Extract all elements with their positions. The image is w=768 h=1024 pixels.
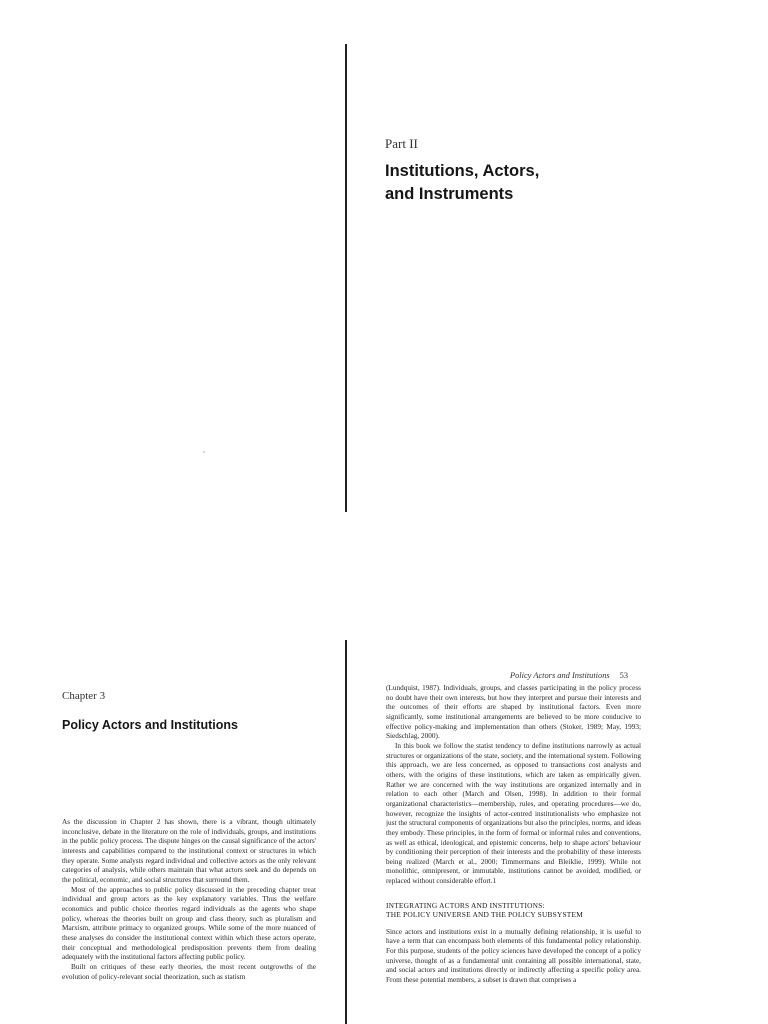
body-paragraph: Since actors and institutions exist in a mutually defining relationship, it is useful to have a term that can encompass both elements of this fundamental policy relationship. For this purpose, students of the policy sciences have developed the concept of a policy universe, thought of as a fundamental unit containing all possible international, state, and social actors and institutions directly or indirectly affecting a specific policy area. From these potential members, a subset is drawn that comprises a <box>386 927 641 985</box>
chapter-title: Policy Actors and Institutions <box>62 718 238 732</box>
left-page-body <box>62 818 316 1024</box>
chapter-label: Chapter 3 <box>62 690 106 702</box>
section-heading <box>386 901 641 920</box>
body-paragraph: Built on critiques of these early theories, the most recent outgrowths of the evolution of policy-relevant social theorization, such as statism <box>62 962 316 981</box>
paper-speck <box>203 451 205 453</box>
part-title-line: and Instruments <box>385 185 514 203</box>
running-head <box>510 671 628 680</box>
body-paragraph: (Lundquist, 1987). Individuals, groups, and classes participating in the policy process no doubt have their own interests, but how they interpret and pursue their interests and the outcomes of their efforts are shaped by institutional factors. Even more significantly, some institutional arrangements are believed to be more conducive to effective policy-making and implementation than others (Stoker, 1989; May, 1993; Siedschlag, 2000). <box>386 684 641 741</box>
right-page-body <box>386 684 641 1024</box>
part-title-line: Institutions, Actors, <box>385 162 540 180</box>
body-paragraph: As the discussion in Chapter 2 has shown, there is a vibrant, though ultimately inconclusive, debate in the literature on the role of individuals, groups, and institutions in the public policy process. The dispute hinges on the causal significance of the actors' interests and capabilities compared to the institutional context or structures in which they operate. Some analysts regard individual and collective actors as the only relevant categories of analysis, while others maintain that what actors seek and do depends on the political, economic, and social structures that surround them. <box>62 818 316 884</box>
part-title <box>385 160 715 206</box>
gutter-line <box>345 640 347 1024</box>
section-heading-line: THE POLICY UNIVERSE AND THE POLICY SUBSYSTEM <box>386 910 583 920</box>
section-heading-line: INTEGRATING ACTORS AND INSTITUTIONS: <box>386 900 545 910</box>
body-paragraph: Most of the approaches to public policy discussed in the preceding chapter treat individual and group actors as the key explanatory variables. Thus the welfare economics and public choice theories regard individuals as the agents who shape policy, whereas the theories built on group and class theory, such as pluralism and Marxism, attribute primacy to organized groups. While some of the more nuanced of these analyses do consider the institutional context within which these actors operate, their conceptual and methodological predisposition prevents them from dealing adequately with the institutional factors affecting public policy. <box>62 885 316 962</box>
part-label: Part II <box>385 136 418 151</box>
page-number: 53 <box>619 671 629 680</box>
gutter-line <box>345 44 347 512</box>
bottom-page-spread <box>0 512 768 1024</box>
body-paragraph: In this book we follow the statist tendency to define institutions narrowly as actual structures or organizations of the state, society, and the international system. Following this approach, we are less concerned, as opposed to transactions cost analysts and others, with the origins of these institutions, which are taken as empirically given. Rather we are concerned with the way institutions are organized internally and in relation to each other (March and Olsen, 1998). In addition to their formal organizational characteristics—membership, rules, and operating procedures—we do, however, recognize the insights of actor-centred institutionalists who emphasize not just the structural components of organizations but also the principles, norms, and ideas they embody. These principles, in the form of formal or informal rules and conventions, as well as ethical, ideological, and epistemic concerns, help to shape actors' behaviour by conditioning their perception of their interests and the probability of these interests being realized (March et al., 2000; Timmermans and Bleiklie, 1999). While not monolithic, omnipresent, or immutable, institutions cannot be avoided, modified, or replaced without considerable effort.1 <box>386 741 641 886</box>
running-head-title: Policy Actors and Institutions <box>510 671 610 680</box>
